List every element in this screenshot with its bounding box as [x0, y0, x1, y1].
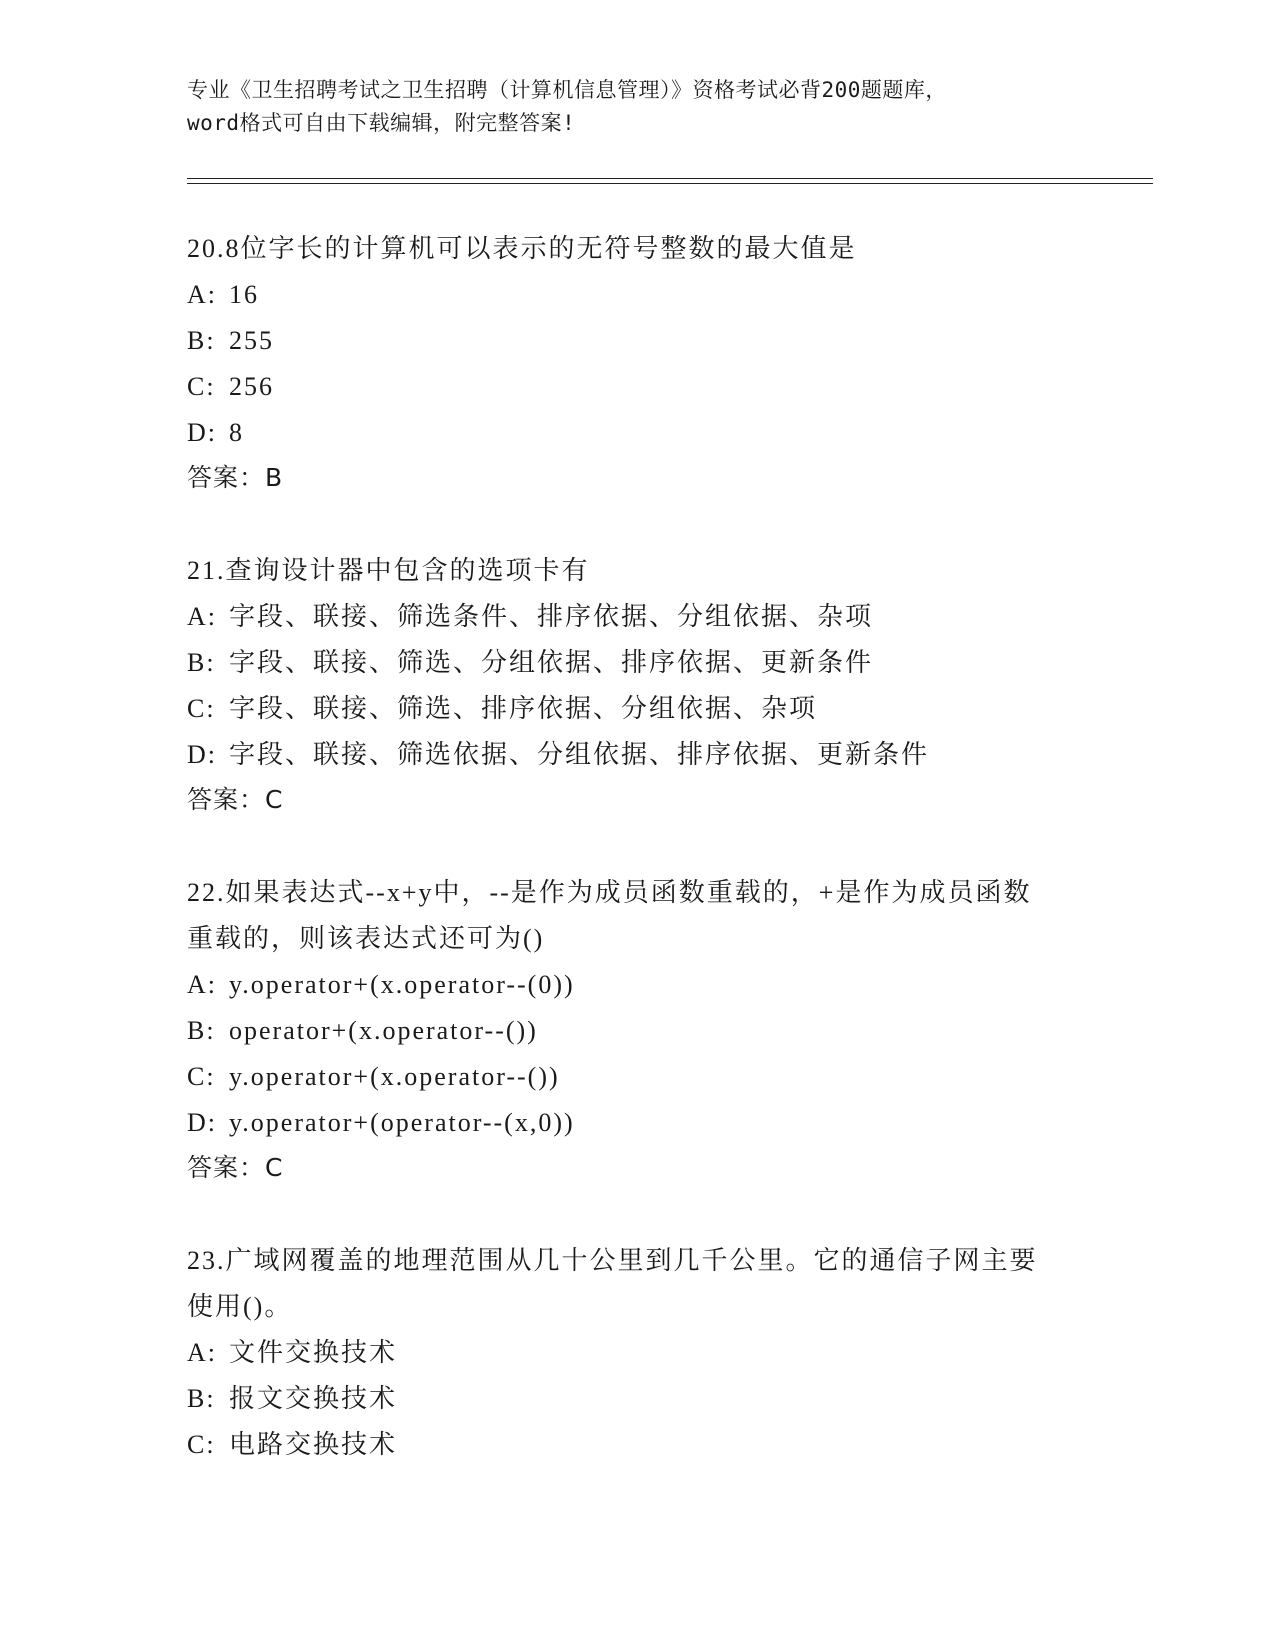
option-key: D:: [187, 418, 217, 447]
option-key: D:: [187, 740, 217, 769]
option-key: B:: [187, 1384, 216, 1413]
header-line-2: word格式可自由下载编辑，附完整答案!: [187, 111, 576, 135]
option-text: 8: [229, 418, 244, 447]
option-text: y.operator+(operator--(x,0)): [229, 1108, 575, 1137]
option-d: [187, 732, 1087, 778]
question-21: [187, 548, 1087, 822]
option-text: 字段、联接、筛选、排序依据、分组依据、杂项: [229, 694, 818, 723]
option-text: 255: [229, 326, 274, 355]
question-stem: 20.8位字长的计算机可以表示的无符号整数的最大值是: [187, 234, 857, 263]
option-b: [187, 318, 1087, 364]
option-text: 字段、联接、筛选、分组依据、排序依据、更新条件: [229, 648, 874, 677]
header-line-1: 专业《卫生招聘考试之卫生招聘（计算机信息管理）》资格考试必背200题题库，: [187, 78, 947, 102]
option-key: B:: [187, 1016, 216, 1045]
option-text: 16: [229, 280, 259, 309]
option-text: 报文交换技术: [229, 1384, 398, 1413]
option-d: [187, 410, 1087, 456]
option-text: 字段、联接、筛选条件、排序依据、分组依据、杂项: [229, 602, 874, 631]
option-key: C:: [187, 1430, 216, 1459]
option-c: [187, 1054, 1087, 1100]
option-a: [187, 1330, 1087, 1376]
question-stem-line-1: 23.广域网覆盖的地理范围从几十公里到几千公里。它的通信子网主要: [187, 1246, 1038, 1275]
question-stem-line-2: 使用()。: [187, 1292, 293, 1321]
option-key: D:: [187, 1108, 217, 1137]
answer-label: 答案：B: [187, 463, 284, 492]
option-key: C:: [187, 1062, 216, 1091]
document-header: [187, 74, 1087, 140]
option-key: C:: [187, 372, 216, 401]
option-key: B:: [187, 648, 216, 677]
option-a: [187, 272, 1087, 318]
answer-label: 答案：C: [187, 785, 284, 814]
question-stem-line-1: 22.如果表达式--x+y中，--是作为成员函数重载的，+是作为成员函数: [187, 878, 1032, 907]
option-c: [187, 364, 1087, 410]
option-b: [187, 1008, 1087, 1054]
answer-label: 答案：C: [187, 1153, 284, 1182]
header-divider-top: [187, 178, 1153, 179]
question-20: [187, 226, 1087, 500]
option-b: [187, 1376, 1087, 1422]
option-text: operator+(x.operator--()): [229, 1016, 538, 1045]
question-22: [187, 870, 1087, 1190]
option-text: y.operator+(x.operator--(0)): [229, 970, 575, 999]
option-key: A:: [187, 970, 217, 999]
option-key: A:: [187, 280, 217, 309]
question-stem-line-2: 重载的，则该表达式还可为(): [187, 924, 545, 953]
option-key: A:: [187, 602, 217, 631]
header-divider-bottom: [187, 183, 1153, 184]
option-a: [187, 962, 1087, 1008]
option-c: [187, 686, 1087, 732]
option-key: A:: [187, 1338, 217, 1367]
option-text: y.operator+(x.operator--()): [229, 1062, 560, 1091]
option-c: [187, 1422, 1087, 1468]
option-key: C:: [187, 694, 216, 723]
option-key: B:: [187, 326, 216, 355]
option-d: [187, 1100, 1087, 1146]
option-text: 文件交换技术: [229, 1338, 398, 1367]
option-b: [187, 640, 1087, 686]
option-a: [187, 594, 1087, 640]
option-text: 电路交换技术: [229, 1430, 398, 1459]
option-text: 字段、联接、筛选依据、分组依据、排序依据、更新条件: [229, 740, 930, 769]
question-stem: 21.查询设计器中包含的选项卡有: [187, 556, 590, 585]
question-23: [187, 1238, 1087, 1468]
option-text: 256: [229, 372, 274, 401]
